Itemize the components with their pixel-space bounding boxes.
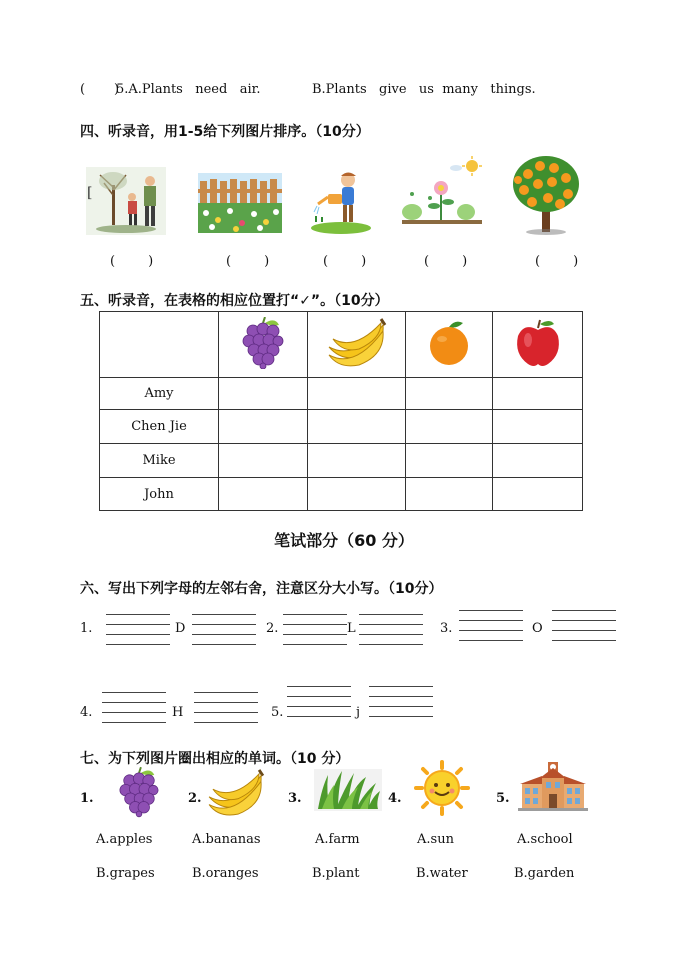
writing-line: [369, 706, 433, 707]
letter-item-number: 5.: [271, 705, 284, 720]
answer-cell[interactable]: [308, 410, 406, 444]
letter-item-number: 3.: [440, 621, 453, 636]
writing-line: [459, 610, 523, 611]
option-b-3[interactable]: B.plant: [312, 866, 360, 881]
section4-title: 四、听录音，用1-5给下列图片排序。（10分）: [80, 124, 370, 140]
writing-line: [194, 692, 258, 693]
q7-number-5: 5.: [496, 791, 510, 806]
option-b-2[interactable]: B.oranges: [192, 866, 259, 881]
writing-line: [459, 640, 523, 641]
writing-line: [283, 644, 347, 645]
flower-garden-picture: [198, 173, 282, 233]
row-name-john: John: [100, 478, 219, 511]
option-a-2[interactable]: A.bananas: [192, 832, 261, 847]
answer-paren-4: ( ): [424, 254, 468, 269]
q5-option-a: 5.A.Plants need air.: [116, 82, 261, 97]
writing-line: [192, 624, 256, 625]
writing-line: [106, 624, 170, 625]
letter-j: j: [356, 705, 361, 720]
table-header-apple: [493, 312, 583, 378]
answer-cell[interactable]: [308, 378, 406, 410]
q7-number-3: 3.: [288, 791, 302, 806]
writing-line: [283, 614, 347, 615]
option-b-5[interactable]: B.garden: [514, 866, 575, 881]
banana-icon: [203, 768, 269, 818]
letter-item-number: 1.: [80, 621, 93, 636]
orange-tree-picture: [510, 152, 582, 236]
answer-paren-3: ( ): [323, 254, 367, 269]
writing-line: [287, 716, 351, 717]
row-name-chen-jie: Chen Jie: [100, 410, 219, 444]
table-corner-cell: [100, 312, 219, 378]
growing-flowers-picture: [400, 156, 484, 230]
writing-line: [369, 716, 433, 717]
banana-icon: [325, 317, 389, 369]
sun-icon: [414, 760, 470, 816]
answer-cell[interactable]: [406, 378, 493, 410]
writing-line: [102, 702, 166, 703]
option-b-4[interactable]: B.water: [416, 866, 468, 881]
answer-cell[interactable]: [219, 378, 308, 410]
letter-h: H: [172, 705, 184, 720]
letter-item-number: 2.: [266, 621, 279, 636]
written-section-title: 笔试部分（60 分）: [274, 531, 414, 550]
writing-line: [359, 644, 423, 645]
writing-line: [106, 634, 170, 635]
tree-planting-picture: [86, 167, 166, 235]
letter-l: L: [347, 621, 356, 636]
writing-line: [102, 722, 166, 723]
writing-line: [552, 620, 616, 621]
answer-cell[interactable]: [406, 478, 493, 511]
writing-line: [192, 644, 256, 645]
option-a-4[interactable]: A.sun: [417, 832, 454, 847]
writing-line: [287, 686, 351, 687]
q7-number-4: 4.: [388, 791, 402, 806]
answer-cell[interactable]: [493, 410, 583, 444]
writing-line: [192, 634, 256, 635]
answer-cell[interactable]: [219, 478, 308, 511]
section6-title: 六、写出下列字母的左邻右舍，注意区分大小写。（10分）: [80, 581, 443, 597]
section7-title: 七、为下列图片圈出相应的单词。（10 分）: [80, 751, 350, 767]
letter-item-number: 4.: [80, 705, 93, 720]
writing-line: [287, 706, 351, 707]
answer-cell[interactable]: [308, 478, 406, 511]
option-a-1[interactable]: A.apples: [96, 832, 153, 847]
writing-line: [194, 722, 258, 723]
writing-line: [552, 630, 616, 631]
answer-paren-2: ( ): [226, 254, 270, 269]
section5-title: 五、听录音，在表格的相应位置打“✓”。（10分）: [80, 293, 389, 309]
answer-cell[interactable]: [219, 410, 308, 444]
answer-cell[interactable]: [493, 444, 583, 478]
option-a-3[interactable]: A.farm: [315, 832, 360, 847]
grass-icon: [314, 769, 382, 811]
writing-line: [369, 686, 433, 687]
writing-line: [283, 634, 347, 635]
table-header-grapes: [219, 312, 308, 378]
writing-line: [552, 610, 616, 611]
boy-watering-picture: [306, 170, 376, 236]
option-b-1[interactable]: B.grapes: [96, 866, 155, 881]
letter-o: O: [532, 621, 543, 636]
writing-line: [369, 696, 433, 697]
writing-line: [287, 696, 351, 697]
answer-cell[interactable]: [406, 410, 493, 444]
writing-line: [459, 630, 523, 631]
table-header-orange: [406, 312, 493, 378]
answer-cell[interactable]: [493, 378, 583, 410]
grapes-icon: [241, 317, 285, 369]
writing-line: [106, 644, 170, 645]
option-a-5[interactable]: A.school: [517, 832, 573, 847]
writing-line: [194, 712, 258, 713]
writing-line: [459, 620, 523, 621]
writing-line: [359, 614, 423, 615]
writing-line: [359, 634, 423, 635]
orange-icon: [427, 319, 471, 367]
letter-d: D: [175, 621, 186, 636]
answer-cell[interactable]: [219, 444, 308, 478]
grapes-icon: [118, 766, 160, 818]
q5-paren: ( ): [80, 82, 120, 97]
q7-number-1: 1.: [80, 791, 94, 806]
writing-line: [194, 702, 258, 703]
writing-line: [192, 614, 256, 615]
table-header-banana: [308, 312, 406, 378]
writing-line: [359, 624, 423, 625]
writing-line: [552, 640, 616, 641]
answer-paren-1: ( ): [110, 254, 154, 269]
answer-cell[interactable]: [308, 444, 406, 478]
answer-cell[interactable]: [406, 444, 493, 478]
apple-icon: [514, 318, 562, 368]
school-icon: [518, 760, 588, 812]
q7-number-2: 2.: [188, 791, 202, 806]
fruit-check-table: [99, 311, 583, 511]
writing-line: [283, 624, 347, 625]
writing-line: [102, 692, 166, 693]
writing-line: [102, 712, 166, 713]
svg-text:[: [: [87, 185, 93, 201]
writing-line: [106, 614, 170, 615]
row-name-amy: Amy: [100, 378, 219, 410]
q5-option-b: B.Plants give us many things.: [312, 82, 536, 97]
row-name-mike: Mike: [100, 444, 219, 478]
answer-cell[interactable]: [493, 478, 583, 511]
answer-paren-5: ( ): [535, 254, 579, 269]
